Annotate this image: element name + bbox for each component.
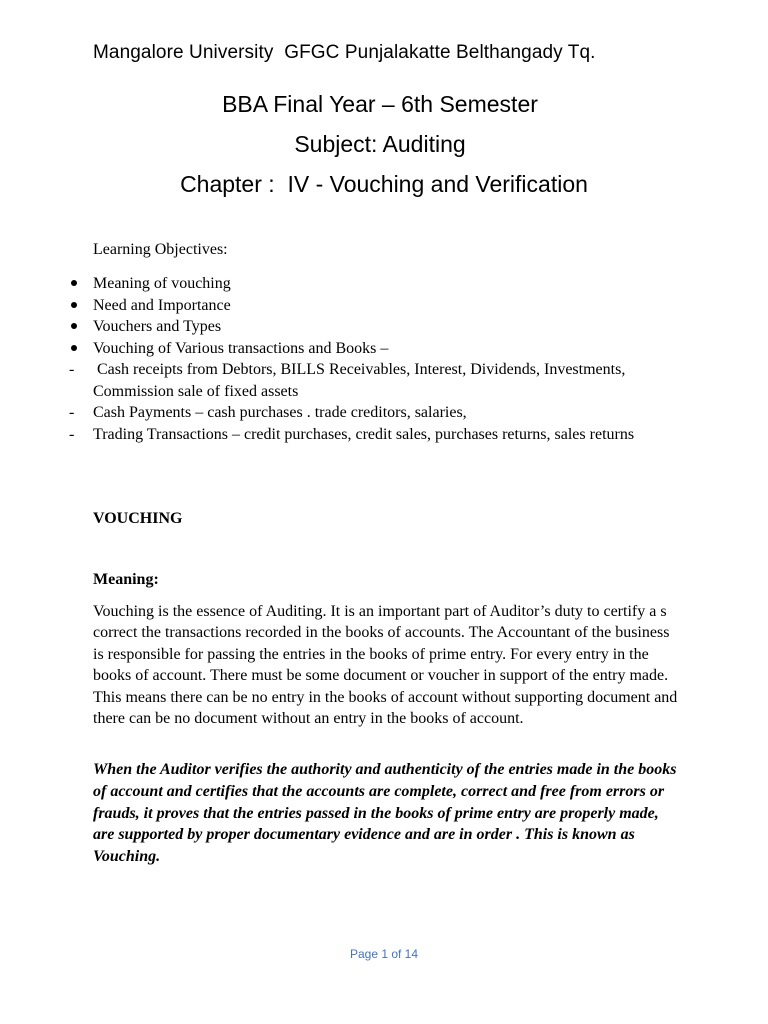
objective-item <box>0 295 768 317</box>
bullet-icon <box>69 273 85 295</box>
bullet-icon <box>69 295 85 317</box>
learning-objectives-label: Learning Objectives: <box>93 241 228 258</box>
meaning-paragraph: Vouching is the essence of Auditing. It is an important part of Auditor’s duty to certify a s correct the transactions recorded in the books of accounts. The Accountant of the business is responsible for passing the entries in the books of prime entry. For every entry in the books of account. There must be some document or voucher in support of the entry made. This means there can be no entry in the books of account without supporting document and there can be no document without an entry in the books of account. <box>93 603 678 728</box>
objective-subitem <box>0 402 768 424</box>
objective-subitem <box>0 424 768 446</box>
course-title: BBA Final Year – 6th Semester <box>222 91 538 117</box>
section-heading: VOUCHING <box>93 510 183 527</box>
objective-text: Vouching of Various transactions and Books – <box>93 339 389 357</box>
learning-objectives-list <box>0 273 768 445</box>
dash-marker: - <box>69 404 75 421</box>
institution-header: Mangalore University GFGC Punjalakatte Belthangady Tq. <box>93 42 596 63</box>
meaning-heading: Meaning: <box>93 571 159 588</box>
vouching-definition: When the Auditor verifies the authority and authenticity of the entries made in the books of account and certifies that the accounts are complete, correct and free from errors or frauds, it proves that the entries passed in the books of prime entry are properly made, are supported by proper documentary evidence and are in order . This is known as Vouching. <box>93 761 677 866</box>
objective-text: Need and Importance <box>93 296 231 314</box>
objective-item <box>0 316 768 338</box>
dash-marker: - <box>69 361 75 378</box>
objective-text: Cash receipts from Debtors, BILLS Receivables, Interest, Dividends, Investments, Commission sale of fixed assets <box>93 361 630 400</box>
objective-subitem <box>0 359 768 402</box>
bullet-icon <box>69 338 85 360</box>
subject-title: Subject: Auditing <box>294 131 466 157</box>
objective-text: Meaning of vouching <box>93 275 231 292</box>
objective-item <box>0 273 768 295</box>
objective-text: Vouchers and Types <box>93 318 222 335</box>
objective-item <box>0 338 768 360</box>
bullet-icon <box>69 316 85 338</box>
objective-text: Cash Payments – cash purchases . trade creditors, salaries, <box>93 404 467 421</box>
page-number: Page 1 of 14 <box>349 947 419 961</box>
objective-text: Trading Transactions – credit purchases, credit sales, purchases returns, sales returns <box>93 425 635 443</box>
chapter-title: Chapter : IV - Vouching and Verification <box>180 171 588 197</box>
dash-marker: - <box>69 425 75 443</box>
